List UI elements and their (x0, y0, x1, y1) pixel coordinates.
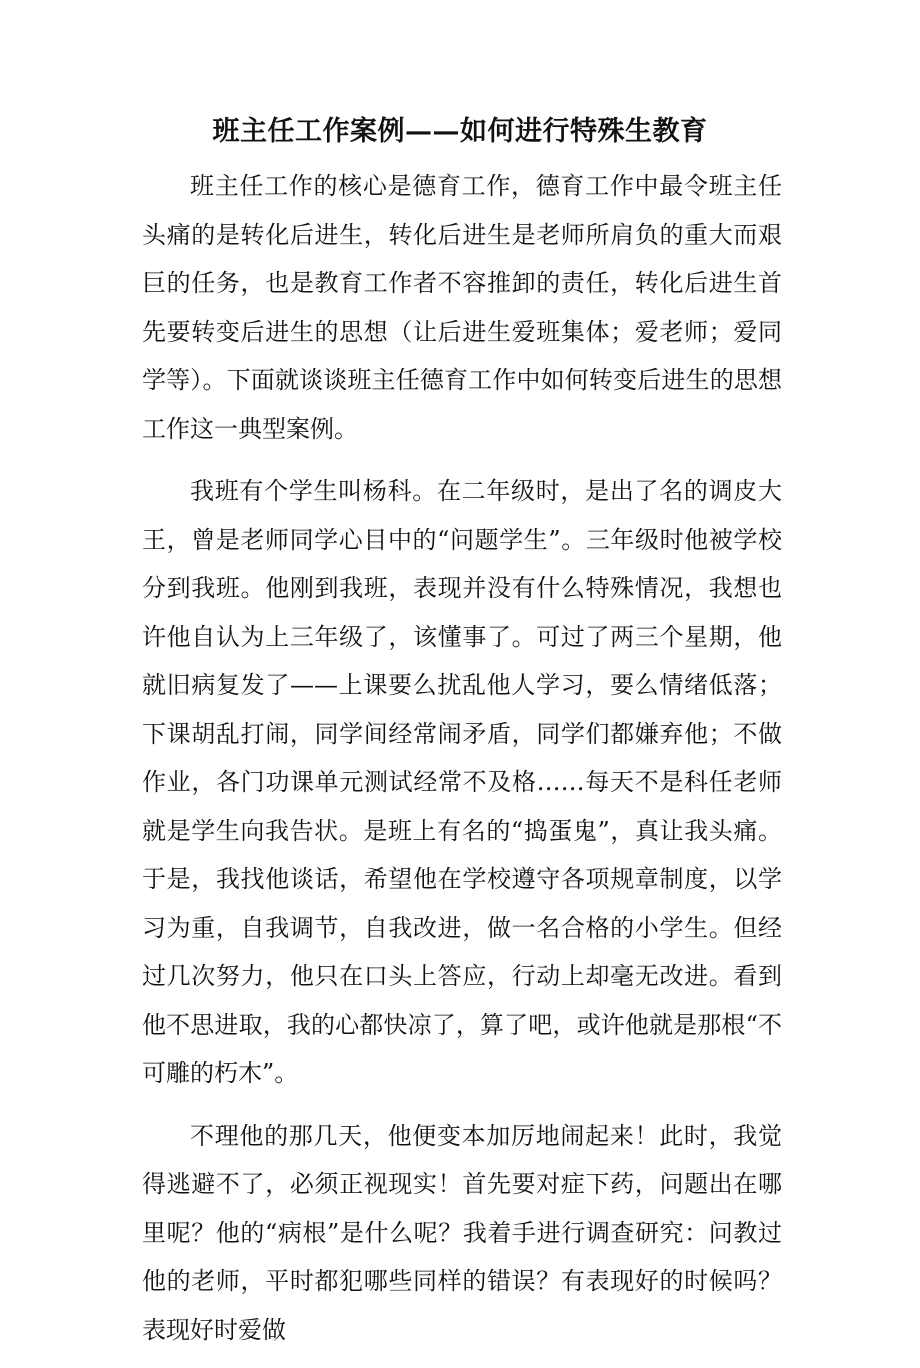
paragraph-2: 我班有个学生叫杨科。在二年级时，是出了名的调皮大王，曾是老师同学心目中的“问题学生”。三年级时他被学校分到我班。他刚到我班，表现并没有什么特殊情况，我想也许他自认为上三年级了，该懂事了。可过了两三个星期，他就旧病复发了——上课要么扰乱他人学习，要么情绪低落；下课胡乱打闹，同学间经常闹矛盾，同学们都嫌弃他；不做作业，各门功课单元测试经常不及格……每天不是科任老师就是学生向我告状。是班上有名的“捣蛋鬼”，真让我头痛。于是，我找他谈话，希望他在学校遵守各项规章制度，以学习为重，自我调节，自我改进，做一名合格的小学生。但经过几次努力，他只在口头上答应，行动上却毫无改进。看到他不思进取，我的心都快凉了，算了吧，或许他就是那根“不可雕的朽木”。 (142, 477, 782, 1087)
document-title: 班主任工作案例——如何进行特殊生教育 (212, 116, 708, 147)
paragraph-1: 班主任工作的核心是德育工作，德育工作中最令班主任头痛的是转化后进生，转化后进生是老师所肩负的重大而艰巨的任务，也是教育工作者不容推卸的责任，转化后进生首先要转变后进生的思想（让后进生爱班集体；爱老师；爱同学等）。下面就谈谈班主任德育工作中如何转变后进生的思想工作这一典型案例。 (142, 172, 782, 443)
document-body (142, 162, 782, 1368)
paragraph-3: 不理他的那几天，他便变本加厉地闹起来！此时，我觉得逃避不了，必须正视现实！首先要对症下药，问题出在哪里呢？他的“病根”是什么呢？我着手进行调查研究：问教过他的老师，平时都犯哪些同样的错误？有表现好的时候吗？表现好时爱做 (142, 1121, 782, 1344)
